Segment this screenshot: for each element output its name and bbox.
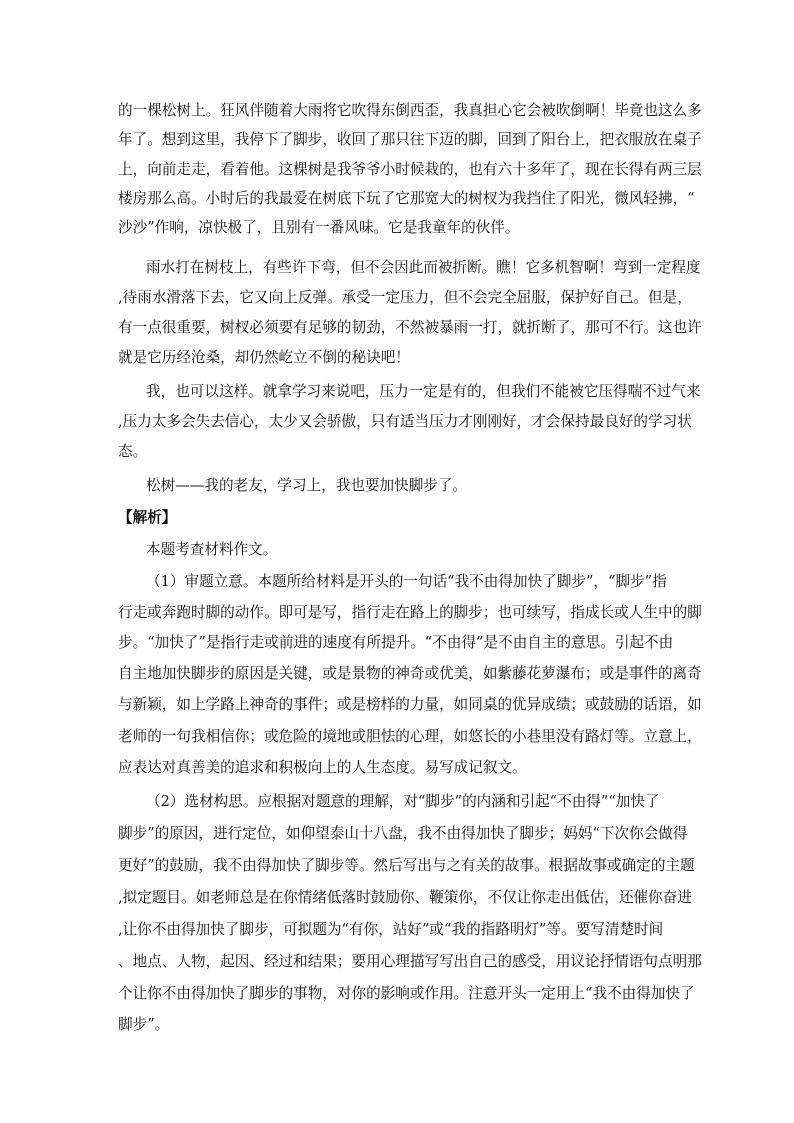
analysis-s2-line-4: ,拟定题目。如老师总是在你情绪低落时鼓励你、鞭策你，不仅让你走出低估，还催你奋进 (118, 889, 692, 906)
essay-p1-line-5: 沙沙”作响，凉快极了，且别有一番风味。它是我童年的伙伴。 (118, 219, 520, 236)
analysis-s1-line-7: 应表达对真善美的追求和积极向上的人生态度。易写成记叙文。 (118, 759, 527, 776)
analysis-heading: 【解析】 (118, 509, 177, 526)
essay-p3-line-1: 我，也可以这样。就拿学习来说吧，压力一定是有的，但我们不能被它压得喘不过气来 (146, 383, 701, 400)
analysis-intro: 本题考查材料作文。 (146, 541, 278, 558)
analysis-s1-line-5: 与新颖，如上学路上神奇的事件；或是榜样的力量，如同桌的优异成绩；或鼓励的话语，如 (118, 696, 702, 713)
analysis-s1-line-6: 老师的一句我相信你；或危险的境地或胆怯的心理，如悠长的小巷里没有路灯等。立意上， (118, 728, 702, 745)
essay-p2-line-4: 就是它历经沧桑，却仍然屹立不倒的秘诀吧！ (118, 349, 410, 366)
essay-p1-line-1: 的一棵松树上。狂风伴随着大雨将它吹得东倒西歪，我真担心它会被吹倒啊！毕竟也这么多 (118, 102, 702, 119)
analysis-s1-line-2: 行走或奔跑时脚的动作。即可是写，指行走在路上的脚步；也可续写，指成长或人生中的脚 (118, 604, 702, 621)
analysis-s2-line-6: 、地点、人物，起因、经过和结果；要用心理描写写出自己的感受，用议论抒情语句点明那 (118, 953, 702, 970)
essay-p3-line-3: 态。 (118, 443, 148, 460)
analysis-s2-line-7: 个让你不由得加快了脚步的事物，对你的影响或作用。注意开头一定用上“我不由得加快了 (118, 985, 695, 1002)
analysis-s1-line-1: （1）审题立意。本题所给材料是开头的一句话“我不由得加快了脚步”，“脚步”指 (146, 573, 667, 590)
analysis-s1-line-3: 步。“加快了”是指行走或前进的速度有所提升。“不由得”是不由自主的意思。引起不由 (118, 634, 674, 651)
essay-p1-line-3: 上，向前走走，看着他。这棵树是我爷爷小时候栽的，也有六十多年了，现在长得有两三层 (118, 161, 702, 178)
essay-p1-line-4: 楼房那么高。小时后的我最爱在树底下玩了它那宽大的树杈为我挡住了阳光，微风轻拂，“ (118, 190, 695, 207)
essay-p3-line-2: ,压力太多会失去信心，太少又会骄傲，只有适当压力才刚刚好，才会保持最良好的学习状 (118, 413, 692, 430)
essay-p2-line-3: 有一点很重要，树杈必须要有足够的韧劲，不然被暴雨一打，就折断了，那可不行。这也许 (118, 319, 702, 336)
essay-p2-line-2: ,待雨水滑落下去，它又向上反弹。承受一定压力，但不会完全屈服，保护好自己。但是， (118, 289, 692, 306)
analysis-s2-line-5: ,让你不由得加快了脚步，可拟题为“有你，站好”或“我的指路明灯”等。要写清楚时间 (118, 921, 664, 938)
analysis-s2-line-2: 脚步”的原因，进行定位，如仰望泰山十八盘，我不由得加快了脚步；妈妈“下次你会做得 (118, 825, 688, 842)
essay-p1-line-2: 年了。想到这里，我停下了脚步，收回了那只往下迈的脚，回到了阳台上，把衣服放在桌子 (118, 131, 702, 148)
essay-p2-line-1: 雨水打在树枝上，有些许下弯，但不会因此而被折断。瞧！它多机智啊！弯到一定程度 (146, 259, 701, 276)
essay-p4-line-1: 松树——我的老友，学习上，我也要加快脚步了。 (146, 477, 468, 494)
analysis-s2-line-1: （2）选材构思。应根据对题意的理解，对“脚步”的内涵和引起“不由得”“加快了 (146, 793, 660, 810)
analysis-s2-line-3: 更好”的鼓励，我不由得加快了脚步等。然后写出与之有关的故事。根据故事或确定的主题 (118, 857, 695, 874)
analysis-s2-line-8: 脚步”。 (118, 1016, 170, 1033)
analysis-s1-line-4: 自主地加快脚步的原因是关键，或是景物的神奇或优美，如紫藤花萝瀑布；或是事件的离奇 (118, 665, 702, 682)
